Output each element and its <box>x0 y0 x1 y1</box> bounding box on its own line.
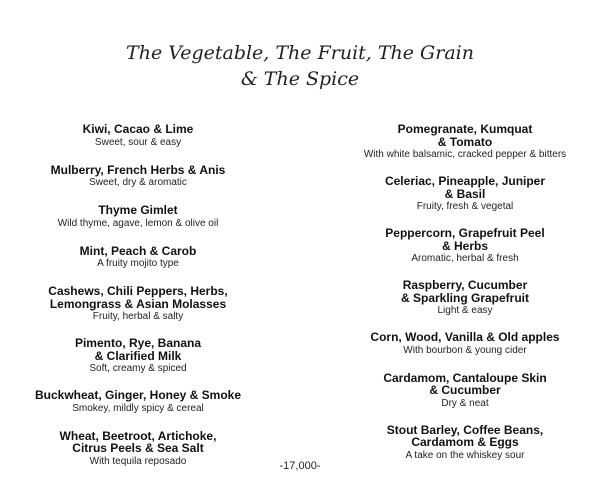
item-description: Wild thyme, agave, lemon & olive oil <box>57 217 219 229</box>
item-name: Wheat, Beetroot, Artichoke, Citrus Peels & Sea Salt <box>59 428 217 455</box>
item-description: With white balsamic, cracked pepper & bitters <box>363 149 567 160</box>
item-description: Aromatic, herbal & fresh <box>411 253 519 264</box>
menu-item <box>3 389 273 430</box>
item-description: Sweet, dry & aromatic <box>89 177 187 188</box>
menu-item <box>330 175 600 227</box>
item-name: Mulberry, French Herbs & Anis <box>50 162 226 177</box>
item-name: Peppercorn, Grapefruit Peel & Herbs <box>385 226 545 253</box>
price-label: -17,000- <box>279 460 321 472</box>
item-description: Dry & neat <box>441 397 489 409</box>
menu-item <box>3 430 273 482</box>
menu-item <box>3 337 273 389</box>
item-name: Pomegranate, Kumquat & Tomato <box>397 122 533 149</box>
item-description: A fruity mojito type <box>97 258 179 269</box>
left-column <box>3 123 273 482</box>
menu-item <box>3 204 273 245</box>
item-name: Mint, Peach & Carob <box>79 243 197 258</box>
menu-title-line-1: The Vegetable, The Fruit, The Grain <box>126 42 474 64</box>
menu-item <box>3 245 273 286</box>
item-name: Corn, Wood, Vanilla & Old apples <box>370 330 560 344</box>
item-name: Raspberry, Cucumber & Sparkling Grapefruit <box>400 278 530 305</box>
item-description: A take on the whiskey sour <box>405 449 525 461</box>
item-name: Cashews, Chili Peppers, Herbs, Lemongrass & Asian Molasses <box>48 284 228 311</box>
item-name: Thyme Gimlet <box>98 203 178 217</box>
menu-item <box>3 123 273 164</box>
item-name: Celeriac, Pineapple, Juniper & Basil <box>384 174 546 201</box>
item-name: Buckwheat, Ginger, Honey & Smoke <box>34 388 242 402</box>
item-name: Pimento, Rye, Banana & Clarified Milk <box>74 336 202 363</box>
item-description: Light & easy <box>437 305 493 316</box>
item-name: Stout Barley, Coffee Beans, Cardamom & Eggs <box>386 422 544 449</box>
right-column <box>330 123 600 476</box>
item-description: With tequila reposado <box>89 455 187 467</box>
menu-item <box>3 285 273 337</box>
item-description: Fruity, fresh & vegetal <box>416 201 514 212</box>
item-name: Kiwi, Cacao & Lime <box>82 122 194 136</box>
menu-item <box>330 123 600 175</box>
menu-title <box>0 40 600 92</box>
menu-item <box>330 279 600 331</box>
menu-item <box>330 331 600 372</box>
menu-item <box>330 227 600 279</box>
item-description: With bourbon & young cider <box>403 344 527 356</box>
menu-item <box>330 372 600 424</box>
item-description: Soft, creamy & spiced <box>89 363 187 374</box>
item-description: Smokey, mildly spicy & cereal <box>72 402 204 414</box>
item-name: Cardamom, Cantaloupe Skin & Cucumber <box>383 370 547 397</box>
menu-item <box>3 164 273 205</box>
item-description: Fruity, herbal & salty <box>92 311 184 322</box>
menu-title-line-2: & The Spice <box>240 68 360 90</box>
item-description: Sweet, sour & easy <box>94 136 182 148</box>
